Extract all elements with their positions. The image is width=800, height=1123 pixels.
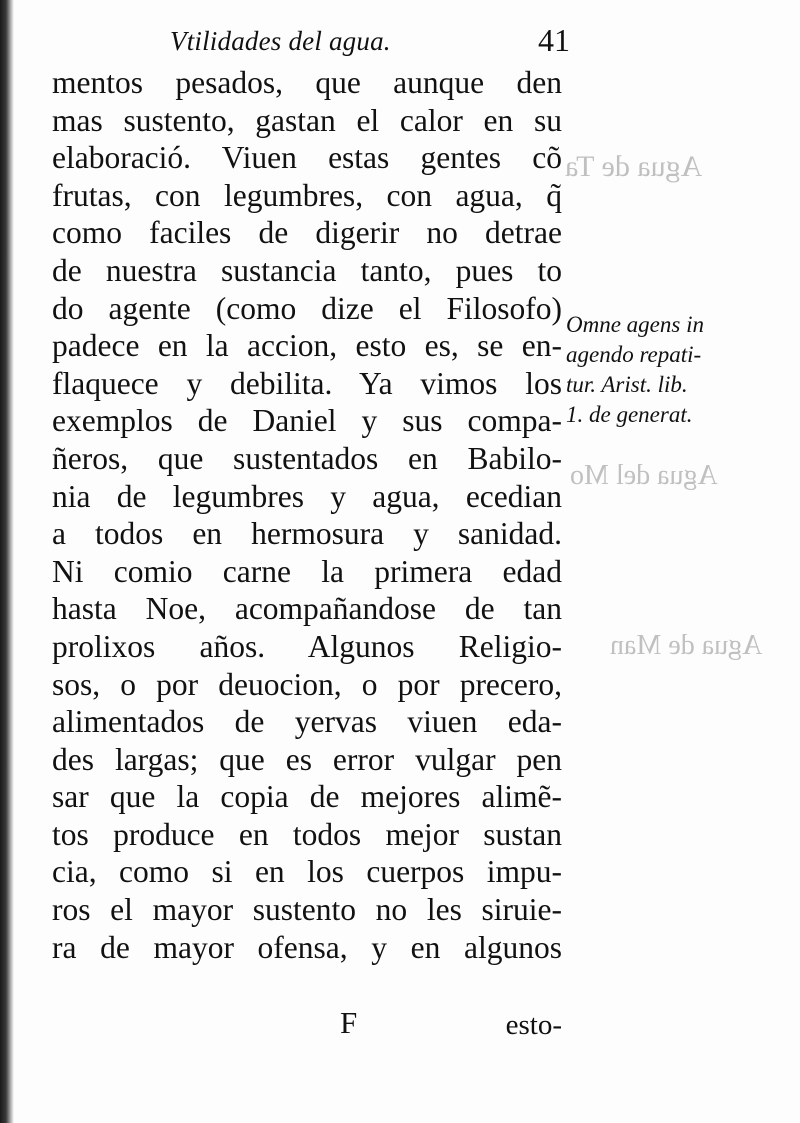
text-line: ra de mayor ofensa, y en algunos (52, 929, 562, 965)
text-line: des largas; que es error vulgar pen (52, 741, 562, 777)
note-line: tur. Arist. lib. (566, 372, 688, 397)
show-through-text: Agua de Man (610, 630, 763, 661)
text-line: elaboració. Viuen estas gentes cõ (52, 140, 562, 176)
text-line: alimentados de yervas viuen eda- (52, 704, 562, 740)
show-through-text: Agua del Mo (570, 460, 718, 491)
text-line: frutas, con legumbres, con agua, q̃ (52, 177, 562, 213)
note-line: agendo repati- (566, 342, 702, 367)
signature-mark: F (340, 1005, 358, 1040)
text-line: exemplos de Daniel y sus compa- (52, 403, 562, 439)
page-number: 41 (538, 22, 570, 58)
text-line: de nuestra sustancia tanto, pues to (52, 252, 562, 288)
page-footer (52, 1005, 562, 1045)
running-title: Vtilidades del agua. (170, 26, 391, 56)
text-line: Ni comio carne la primera edad (52, 553, 562, 589)
text-line: como faciles de digerir no detrae (52, 215, 562, 251)
text-line: do agente (como dize el Filosofo) (52, 290, 562, 326)
text-line: mentos pesados, que aunque den (52, 65, 562, 100)
text-line: ñeros, que sustentados en Babilo- (52, 440, 562, 476)
text-line: ros el mayor sustento no les siruie- (52, 892, 562, 928)
text-line: prolixos años. Algunos Religio- (52, 628, 562, 664)
text-line: mas sustento, gastan el calor en su (52, 102, 562, 138)
text-line: nia de legumbres y agua, ecedian (52, 478, 562, 514)
note-line: Omne agens in (566, 312, 704, 337)
text-line: padece en la accion, esto es, se en- (52, 328, 562, 364)
text-line: hasta Noe, acompañandose de tan (52, 591, 562, 627)
show-through-text: Agua de Ta (565, 150, 703, 183)
note-line: 1. de generat. (566, 402, 693, 427)
page-gutter-shadow (0, 0, 14, 1123)
text-line: flaquece y debilita. Ya vimos los (52, 365, 562, 401)
catchword: esto- (505, 1009, 562, 1041)
text-line: sos, o por deuocion, o por precero, (52, 666, 562, 702)
text-line: a todos en hermosura y sanidad. (52, 516, 562, 552)
text-line: sar que la copia de mejores alimẽ- (52, 779, 562, 815)
text-line: tos produce en todos mejor sustan (52, 816, 562, 852)
text-line: cia, como si en los cuerpos impu- (52, 854, 562, 890)
page-header (170, 22, 570, 62)
marginal-note (566, 310, 766, 430)
body-text (52, 64, 562, 966)
